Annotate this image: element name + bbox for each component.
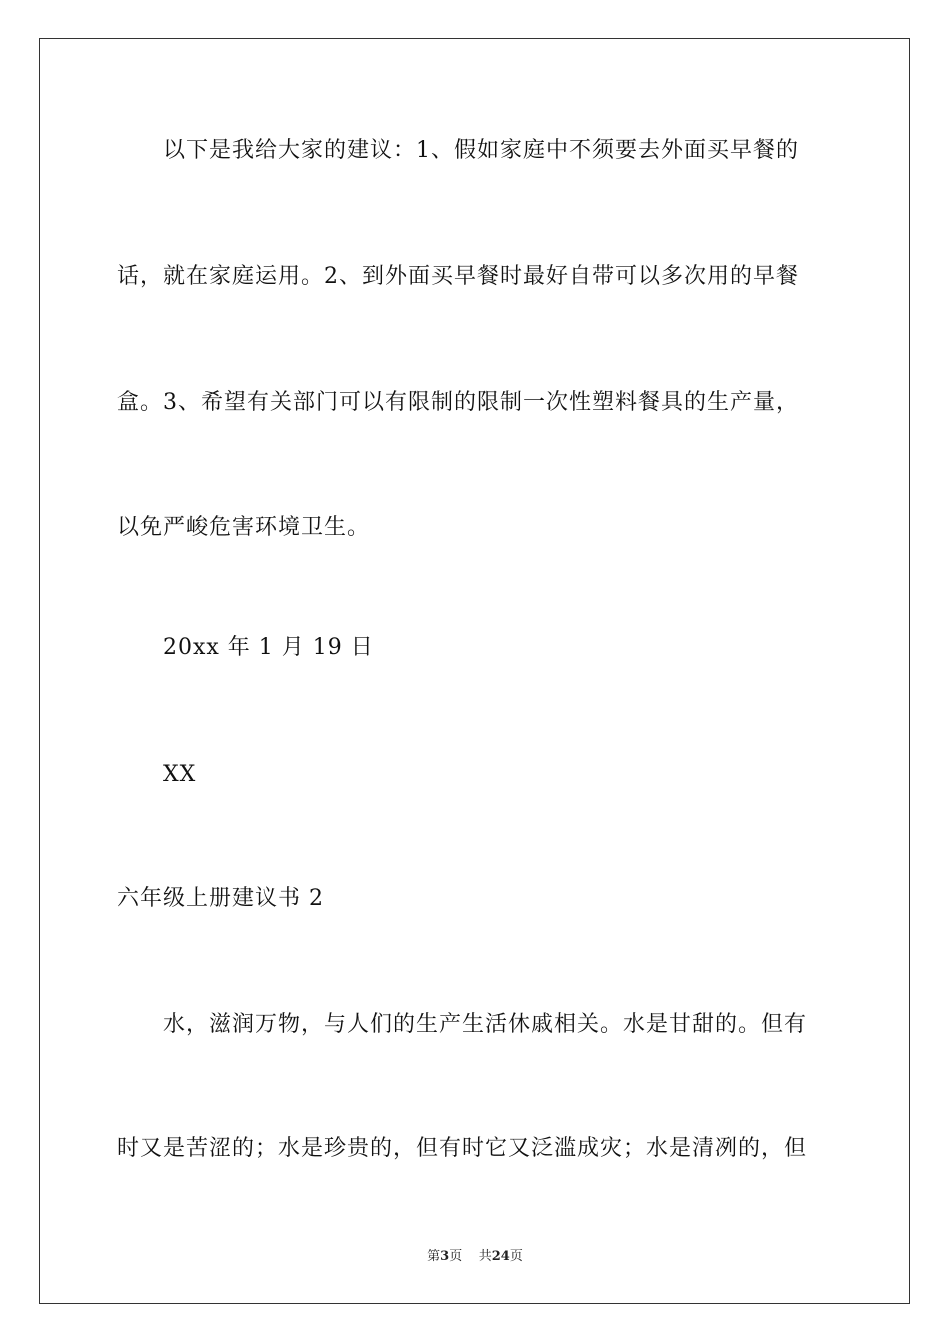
footer-total-suffix: 页 [509, 1249, 523, 1264]
footer-total-prefix: 共 [478, 1249, 492, 1264]
paragraph-line: 以下是我给大家的建议：1、假如家庭中不须要去外面买早餐的 [163, 138, 799, 163]
footer-page-number: 3 [440, 1249, 450, 1264]
paragraph-line: 时又是苦涩的；水是珍贵的，但有时它又泛滥成灾；水是清冽的，但 [117, 1136, 808, 1161]
paragraph-line: 水，滋润万物，与人们的生产生活休戚相关。水是甘甜的。但有 [163, 1012, 808, 1037]
paragraph-line: 话，就在家庭运用。2、到外面买早餐时最好自带可以多次用的早餐 [117, 264, 799, 289]
page-frame [39, 38, 910, 1304]
page-footer [0, 1248, 950, 1266]
footer-total-pages: 24 [491, 1249, 510, 1264]
section-heading: 六年级上册建议书 2 [117, 886, 324, 911]
signature-line: XX [163, 762, 197, 787]
paragraph-line: 以免严峻危害环境卫生。 [117, 515, 371, 540]
footer-page-suffix: 页 [449, 1249, 463, 1264]
footer-page-prefix: 第 [427, 1249, 441, 1264]
date-line: 20xx 年 1 月 19 日 [163, 635, 374, 660]
paragraph-line: 盒。3、希望有关部门可以有限制的限制一次性塑料餐具的生产量， [117, 390, 799, 415]
